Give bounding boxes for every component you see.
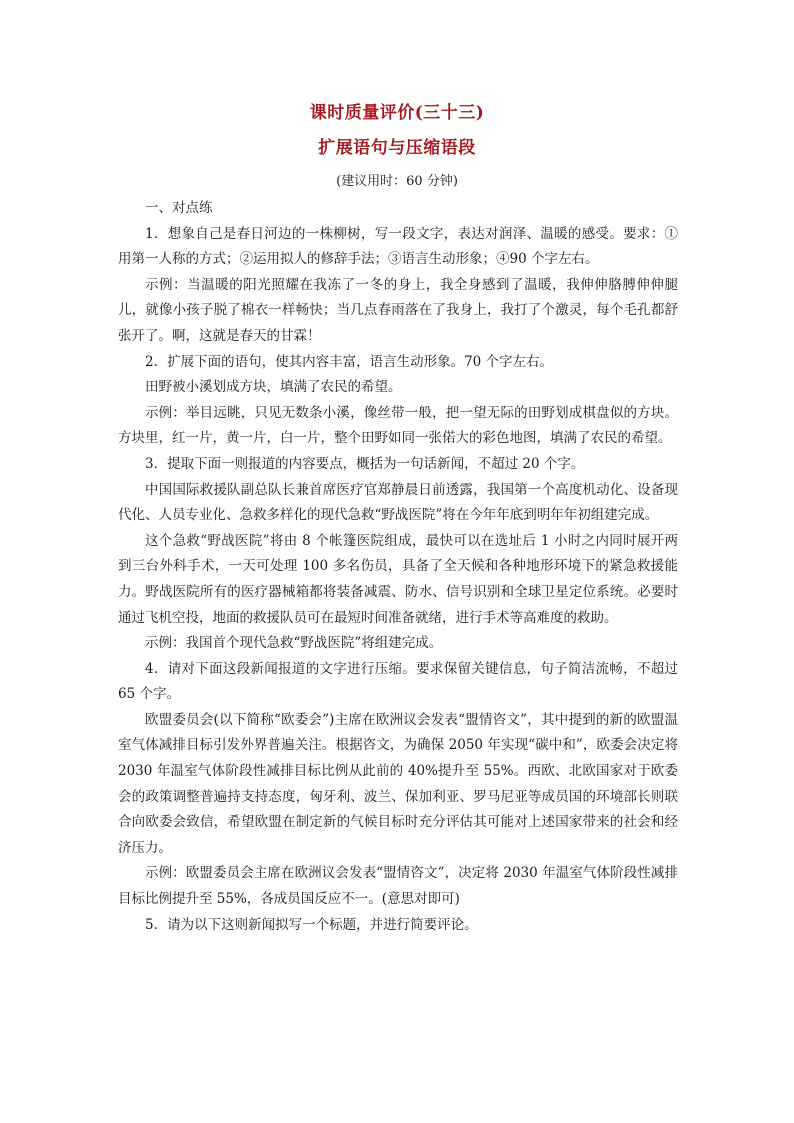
answer-3: 示例：我国首个现代急救“野战医院”将组建完成。 — [145, 635, 443, 652]
page-subtitle: 扩展语句与压缩语段 — [318, 138, 476, 158]
answer-1: 示例：当温暖的阳光照耀在我冻了一冬的身上，我全身感到了温暖，我伸伸胳膊伸伸腿儿，就像小孩子脱了棉衣一样畅快；当几点春雨落在了我身上，我打了个激灵，每个毛孔都舒张开了。啊，这就是春天的甘霖！ — [118, 276, 678, 344]
question-4: 4．请对下面这段新闻报道的文字进行压缩。要求保留关键信息，句子简洁流畅，不超过 65 个字。 — [118, 660, 678, 703]
question-3-passage-2: 这个急救“野战医院”将由 8 个帐篷医院组成，最快可以在选址后 1 小时之内同时展开两到三台外科手术，一天可处理 100 多名伤员，具备了全天候和各种地形环境下的紧急救援能力。野战医院所有的医疗器械箱都将装备减震、防水、信号识别和全球卫星定位系统。必要时通过飞机空投，地面的救援队员可在最短时间准备就绪，进行手术等高难度的救助。 — [118, 532, 678, 626]
section-heading: 一、对点练 — [145, 200, 213, 216]
question-3: 3．提取下面一则报道的内容要点，概括为一句话新闻，不超过 20 个字。 — [145, 455, 585, 472]
document-body — [118, 196, 678, 938]
page-title: 课时质量评价(三十三) — [309, 103, 485, 123]
question-5: 5．请为以下这则新闻拟写一个标题，并进行简要评论。 — [145, 916, 478, 933]
question-3-passage-1: 中国国际救援队副总队长兼首席医疗官郑静晨日前透露，我国第一个高度机动化、设备现代化、人员专业化、急救多样化的现代急救“野战医院”将在今年年底到明年年初组建完成。 — [118, 481, 678, 524]
time-note: (建议用时：60 分钟) — [336, 174, 458, 189]
question-1: 1．想象自己是春日河边的一株柳树，写一段文字，表达对润泽、温暖的感受。要求：①用第一人称的方式；②运用拟人的修辞手法；③语言生动形象；④90 个字左右。 — [118, 225, 678, 268]
answer-2: 示例：举目远眺，只见无数条小溪，像丝带一般，把一望无际的田野划成棋盘似的方块。方块里，红一片，黄一片，白一片，整个田野如同一张偌大的彩色地图，填满了农民的希望。 — [118, 404, 678, 447]
question-2: 2．扩展下面的语句，使其内容丰富，语言生动形象。70 个字左右。 — [145, 353, 554, 370]
question-4-passage: 欧盟委员会(以下简称“欧委会”)主席在欧洲议会发表“盟情咨文”，其中提到的新的欧盟温室气体减排目标引发外界普遍关注。根据咨文，为确保 2050 年实现“碳中和”，欧委会决定将 2030 年温室气体阶段性减排目标比例从此前的 40%提升至 55%。西欧、北欧国家对于欧委会的政策调整普遍持支持态度，匈牙利、波兰、保加利亚、罗马尼亚等成员国的环境部长则联合向欧委会致信，希望欧盟在制定新的气候目标时充分评估其可能对上述国家带来的社会和经济压力。 — [118, 711, 678, 856]
answer-4: 示例：欧盟委员会主席在欧洲议会发表“盟情咨文”，决定将 2030 年温室气体阶段性减排目标比例提升至 55%，各成员国反应不一。(意思对即可) — [118, 865, 678, 908]
question-2-prompt: 田野被小溪划成方块，填满了农民的希望。 — [145, 379, 402, 396]
